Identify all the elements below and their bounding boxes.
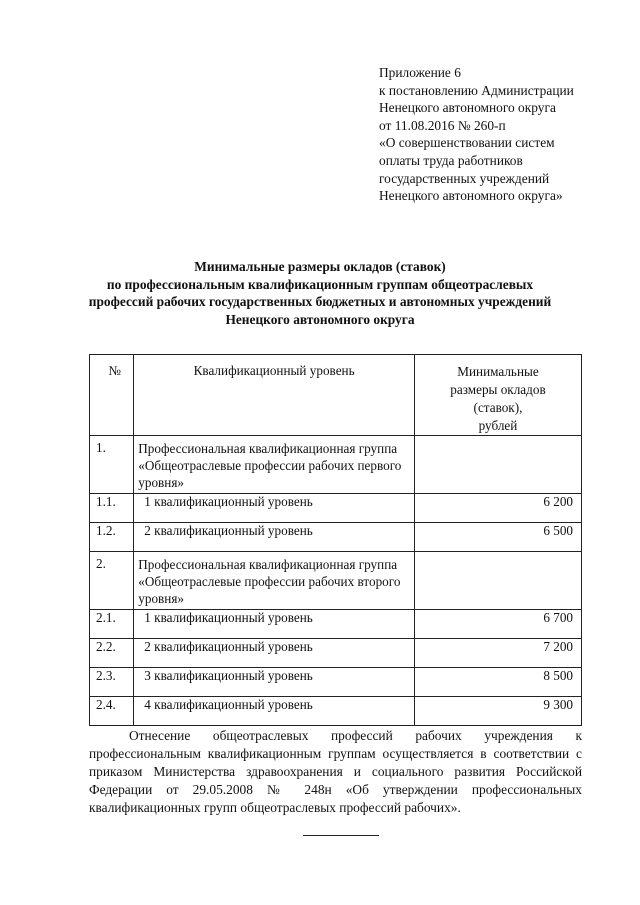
row-num: 2.3. [90,668,134,697]
row-value: 8 500 [414,668,581,697]
header-salary-line: (ставок), [473,400,523,415]
table-row [90,610,582,639]
group-name [134,552,415,610]
level-name: 1 квалификационный уровень [134,494,415,523]
table-row [90,523,582,552]
title-line: по профессиональным квалификационным группам общеотраслевых [106,276,534,292]
row-value [414,436,581,494]
appendix-line: Ненецкого автономного округа» [379,188,563,204]
title-line: профессий рабочих государственных бюджетных и автономных учреждений [88,294,552,309]
table-row [90,668,582,697]
group-name [134,436,415,494]
title-line: Минимальные размеры окладов (ставок) [194,259,446,274]
row-value: 9 300 [414,697,581,726]
group-name-line: уровня» [138,591,184,606]
header-salary-line: рублей [478,418,518,433]
group-name-line: Профессиональная квалификационная группа [138,557,398,572]
row-num: 2. [90,552,134,610]
appendix-line: Ненецкого автономного округа [379,100,556,116]
footnote-line: приказом Министерства здравоохранения и социального развития Российской [89,764,582,779]
header-num: № [90,355,134,436]
group-name-line: Профессиональная квалификационная группа [138,441,398,456]
header-salary [414,355,581,436]
group-name-line: уровня» [138,475,184,490]
header-level: Квалификационный уровень [134,355,415,436]
row-num: 1.1. [90,494,134,523]
table-header-row [90,355,582,436]
footnote-line: квалификационных групп общеотраслевых профессий рабочих». [89,800,461,815]
level-name: 2 квалификационный уровень [134,523,415,552]
footnote-line: Федерации от 29.05.2008 № 248н «Об утверждении профессиональных [89,782,582,797]
appendix-line: от 11.08.2016 № 260-п [379,117,506,133]
table-row-group [90,552,582,610]
appendix-block [379,64,619,205]
footnote-line: профессиональным квалификационным группам осуществляется в соответствии с [89,746,582,761]
table-row [90,639,582,668]
appendix-line: оплаты труда работников [379,152,523,168]
appendix-line: государственных учреждений [379,170,550,186]
level-name: 2 квалификационный уровень [134,639,415,668]
appendix-line: к постановлению Администрации [379,82,574,98]
table-row [90,697,582,726]
row-num: 2.2. [90,639,134,668]
row-num: 1. [90,436,134,494]
level-name: 1 квалификационный уровень [134,610,415,639]
row-value: 6 500 [414,523,581,552]
title-line: Ненецкого автономного округа [225,311,415,327]
table-row [90,494,582,523]
group-name-line: «Общеотраслевые профессии рабочих первого [138,458,402,473]
document-title [60,258,580,328]
closing-divider [303,835,379,836]
header-salary-line: размеры окладов [450,382,546,397]
level-name: 4 квалификационный уровень [134,697,415,726]
row-value: 6 200 [414,494,581,523]
footnote-paragraph [89,727,582,817]
header-salary-line: Минимальные [457,364,539,379]
row-value [414,552,581,610]
table-row-group [90,436,582,494]
level-name: 3 квалификационный уровень [134,668,415,697]
row-value: 6 700 [414,610,581,639]
row-value: 7 200 [414,639,581,668]
footnote-line: Отнесение общеотраслевых профессий рабочих учреждения к [129,728,582,743]
row-num: 2.4. [90,697,134,726]
row-num: 1.2. [90,523,134,552]
row-num: 2.1. [90,610,134,639]
salary-table [89,354,582,726]
appendix-line: Приложение 6 [379,65,461,80]
group-name-line: «Общеотраслевые профессии рабочих второго [138,574,401,589]
appendix-line: «О совершенствовании систем [379,135,555,151]
